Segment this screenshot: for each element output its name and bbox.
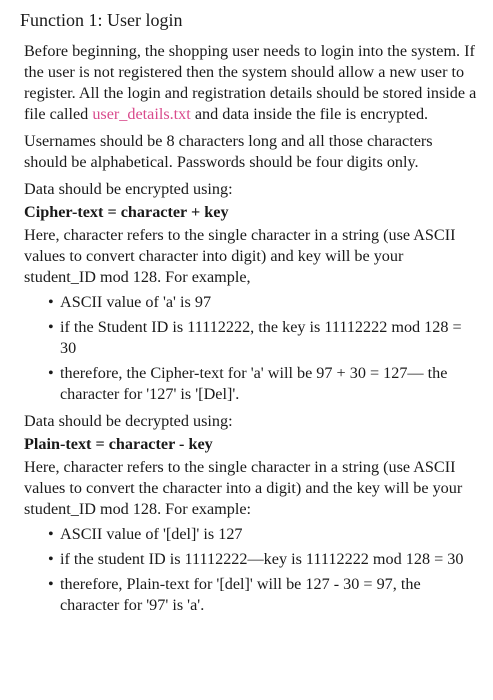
decrypt-explanation: Here, character refers to the single character in a string (use ASCII values to convert the character into a digit) and the key will be your student_ID mod 128. For example: bbox=[24, 458, 463, 518]
intro-text-end: and data inside the file is encrypted. bbox=[190, 105, 429, 123]
encrypt-formula: Cipher-text = character + key bbox=[24, 203, 229, 221]
encrypt-explanation: Here, character refers to the single character in a string (use ASCII values to convert character into digit) and key will be your student_ID mod 128. For example, bbox=[24, 226, 456, 286]
list-item: • therefore, Plain-text for '[del]' will be 127 - 30 = 97, the character for '97' is 'a'. bbox=[48, 575, 421, 614]
rules-paragraph: Usernames should be 8 characters long and all those characters should be alphabetical. Passwords should be four digits only. bbox=[24, 132, 433, 171]
bullet-icon: • bbox=[48, 318, 54, 336]
list-item: • if the Student ID is 11112222, the key is 11112222 mod 128 = 30 bbox=[48, 318, 462, 357]
list-item: • therefore, the Cipher-text for 'a' will be 97 + 30 = 127— the character for '127' is '[Del]'. bbox=[48, 364, 448, 403]
list-item: • ASCII value of 'a' is 97 bbox=[48, 293, 212, 311]
bullet-icon: • bbox=[48, 550, 54, 568]
decrypt-formula: Plain-text = character - key bbox=[24, 435, 213, 453]
decrypt-lead: Data should be decrypted using: bbox=[24, 412, 233, 430]
bullet-icon: • bbox=[48, 525, 54, 543]
list-item: • if the student ID is 11112222—key is 11112222 mod 128 = 30 bbox=[48, 550, 464, 568]
list-item: • ASCII value of '[del]' is 127 bbox=[48, 525, 243, 543]
bullet-icon: • bbox=[48, 575, 54, 593]
file-name-link[interactable]: user_details.txt bbox=[92, 105, 191, 123]
bullet-icon: • bbox=[48, 293, 54, 311]
decrypt-example-list bbox=[24, 524, 479, 616]
intro-paragraph bbox=[24, 41, 479, 125]
bullet-icon: • bbox=[48, 364, 54, 382]
encrypt-lead: Data should be encrypted using: bbox=[24, 180, 233, 198]
intro-text: Before beginning, the shopping user needs to login into the system. If the user is not registered then the system should allow a new user to register. All the login and registration details should be stored inside a file called bbox=[24, 42, 477, 123]
encrypt-example-list bbox=[24, 292, 479, 405]
section-title: Function 1: User login bbox=[20, 10, 183, 30]
